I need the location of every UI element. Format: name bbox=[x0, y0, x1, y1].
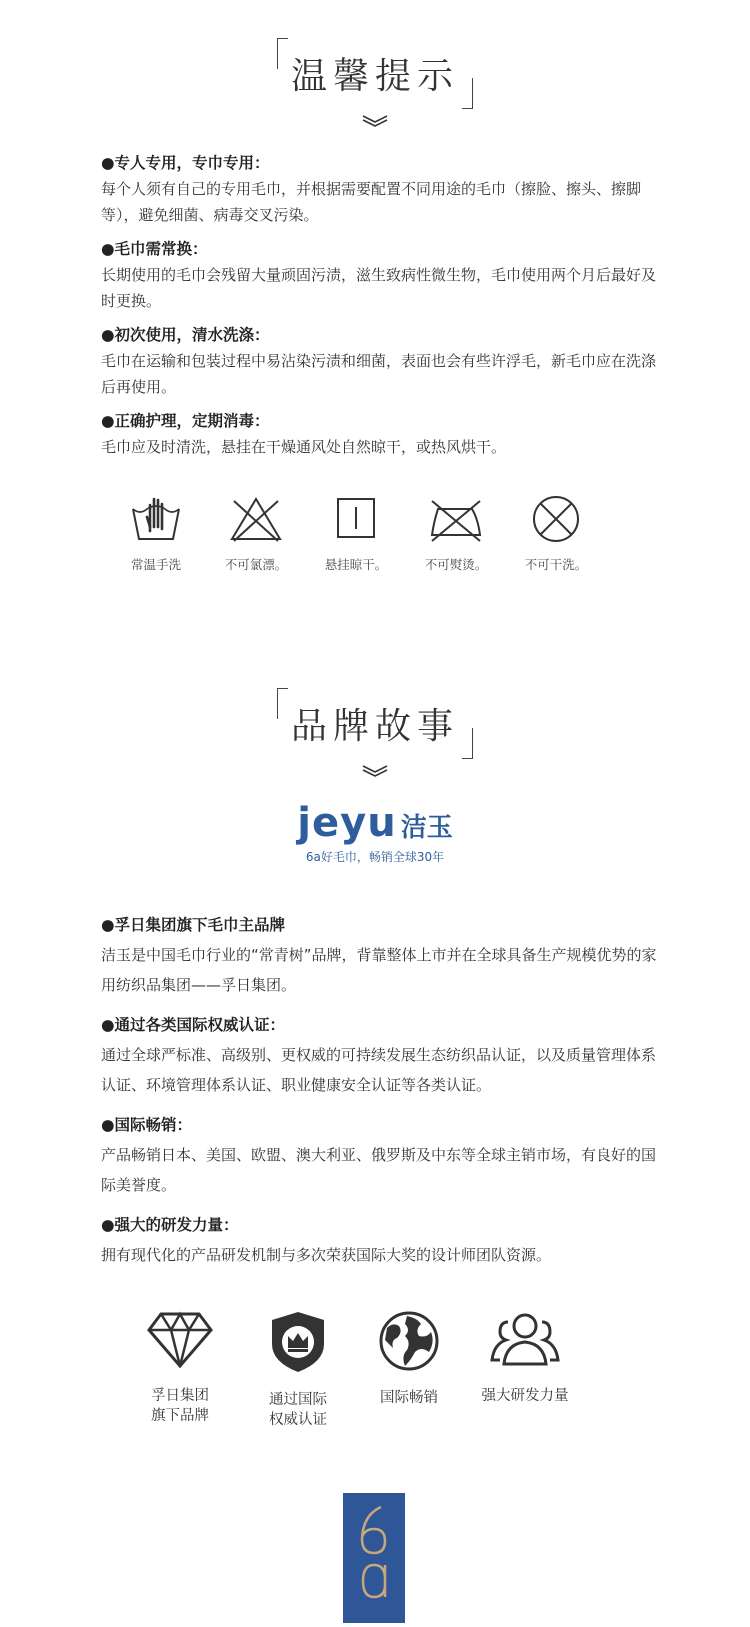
tip-heading: ●毛巾需常换： bbox=[101, 240, 208, 258]
care-item-hand-wash bbox=[106, 495, 206, 573]
story-heading: ●通过各类国际权威认证： bbox=[101, 1016, 286, 1034]
tip-item bbox=[101, 236, 661, 314]
tip-heading: ●初次使用，清水洗涤： bbox=[101, 326, 270, 344]
story-item bbox=[101, 910, 661, 1000]
feature-label-line2: 权威认证 bbox=[269, 1412, 327, 1428]
team-icon bbox=[488, 1310, 562, 1370]
chevron-down-icon bbox=[0, 762, 750, 781]
tip-text: 毛巾在运输和包装过程中易沾染污渍和细菌，表面也会有些许浮毛，新毛巾应在洗涤后再使用。 bbox=[101, 352, 657, 396]
story-heading: ●强大的研发力量： bbox=[101, 1216, 239, 1234]
hand-wash-icon bbox=[130, 495, 182, 543]
tip-item bbox=[101, 322, 661, 400]
tip-item bbox=[101, 150, 661, 228]
care-label: 常温手洗 bbox=[130, 557, 181, 572]
story-text: 产品畅销日本、美国、欧盟、澳大利亚、俄罗斯及中东等全球主销市场，有良好的国际美誉度。 bbox=[101, 1146, 657, 1194]
chevron-down-icon bbox=[0, 112, 750, 131]
story-item bbox=[101, 1010, 661, 1100]
feature-label-line1: 通过国际 bbox=[269, 1392, 327, 1408]
tip-item bbox=[101, 408, 661, 460]
feature-brand bbox=[120, 1310, 240, 1426]
feature-certification bbox=[238, 1310, 358, 1430]
tip-text: 每个人须有自己的专用毛巾，并根据需要配置不同用途的毛巾（擦脸、擦头、擦脚等），避免细菌、病毒交叉污染。 bbox=[101, 180, 642, 224]
care-label: 悬挂晾干。 bbox=[324, 557, 388, 572]
tips-title-text: 温馨提示 bbox=[290, 56, 459, 97]
story-text: 拥有现代化的产品研发机制与多次荣获国际大奖的设计师团队资源。 bbox=[101, 1246, 552, 1264]
no-dry-clean-icon bbox=[530, 495, 582, 543]
crown-shield-icon bbox=[266, 1310, 330, 1374]
hang-dry-icon bbox=[334, 495, 378, 543]
story-item bbox=[101, 1210, 661, 1270]
6a-logo-mark bbox=[343, 1493, 405, 1623]
care-item-hang-dry bbox=[306, 495, 406, 573]
story-section-title bbox=[0, 692, 750, 755]
logo-chinese-name: 洁玉 bbox=[400, 813, 453, 843]
tip-text: 长期使用的毛巾会残留大量顽固污渍，滋生致病性微生物，毛巾使用两个月后最好及时更换。 bbox=[101, 266, 657, 310]
feature-global bbox=[349, 1310, 469, 1408]
logo-tagline: 6a好毛巾，畅销全球30年 bbox=[305, 850, 445, 864]
globe-icon bbox=[377, 1310, 441, 1372]
feature-label-line1: 强大研发力量 bbox=[481, 1388, 569, 1404]
care-label: 不可干洗。 bbox=[524, 557, 588, 572]
care-item-no-iron bbox=[406, 495, 506, 573]
story-text: 洁玉是中国毛巾行业的“常青树”品牌，背靠整体上市并在全球具备生产规模优势的家用纺织品集团——孚日集团。 bbox=[101, 946, 657, 994]
story-item bbox=[101, 1110, 661, 1200]
logo-wordmark: jeyu bbox=[297, 800, 397, 846]
care-item-no-dry-clean bbox=[506, 495, 606, 573]
care-icons-row bbox=[0, 495, 750, 585]
brand-mark-bar bbox=[343, 1493, 405, 1623]
feature-label-line2: 旗下品牌 bbox=[151, 1408, 209, 1424]
diamond-icon bbox=[145, 1310, 215, 1370]
no-iron-icon bbox=[428, 495, 484, 543]
story-heading: ●孚日集团旗下毛巾主品牌 bbox=[101, 916, 286, 934]
brand-logo bbox=[0, 800, 750, 865]
care-label: 不可氯漂。 bbox=[224, 557, 288, 572]
feature-rnd bbox=[465, 1310, 585, 1406]
tip-text: 毛巾应及时清洗，悬挂在干燥通风处自然晾干，或热风烘干。 bbox=[101, 438, 507, 456]
care-item-no-bleach bbox=[206, 495, 306, 573]
tips-section-title bbox=[0, 42, 750, 105]
tips-list bbox=[101, 150, 661, 468]
care-label: 不可熨烫。 bbox=[424, 557, 488, 572]
story-heading: ●国际畅销： bbox=[101, 1116, 193, 1134]
feature-label-line1: 孚日集团 bbox=[151, 1388, 209, 1404]
story-list bbox=[101, 910, 661, 1280]
story-title-text: 品牌故事 bbox=[290, 706, 459, 747]
story-text: 通过全球严标准、高级别、更权威的可持续发展生态纺织品认证，以及质量管理体系认证、环境管理体系认证、职业健康安全认证等各类认证。 bbox=[101, 1046, 657, 1094]
tip-heading: ●正确护理，定期消毒： bbox=[101, 412, 270, 430]
tip-heading: ●专人专用，专巾专用： bbox=[101, 154, 270, 172]
feature-label-line1: 国际畅销 bbox=[380, 1390, 438, 1406]
no-bleach-icon bbox=[228, 495, 284, 543]
